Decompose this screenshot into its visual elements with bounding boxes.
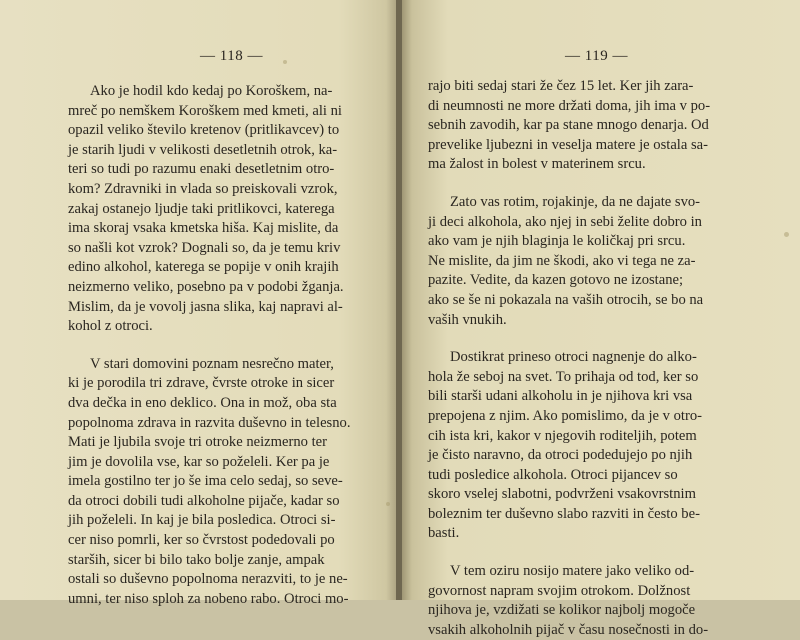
paragraph	[428, 348, 746, 544]
paragraph	[68, 82, 376, 337]
text-line: di neumnosti ne more držati doma, jih ima v po-	[428, 97, 711, 114]
text-line: vaših vnukih.	[428, 311, 507, 328]
text-line: teri so tudi po razumu enaki desetletnim otro-	[68, 161, 335, 178]
left-page	[0, 0, 398, 607]
paragraph-gap	[428, 330, 746, 348]
text-line: cer niso pomrli, ker so čvrstost podedovali po	[68, 532, 335, 549]
text-line: boleznim ter duševno slabo razviti in često be-	[428, 505, 700, 522]
text-line: zakaj ostanejo ljudje taki pritlikovci, katerega	[68, 200, 335, 217]
text-line: so našli kot vzrok? Dognali so, da je temu kriv	[68, 239, 341, 256]
ink-spot	[283, 60, 287, 64]
text-line: ako se še ni pokazala na vaših otrocih, se bo na	[428, 291, 704, 308]
text-line: ma žalost in bolest v materinem srcu.	[428, 156, 646, 173]
paragraph-gap	[68, 337, 376, 355]
text-line: imela gostilno ter jo še ima celo sedaj, so seve-	[68, 473, 343, 490]
paragraph	[428, 193, 746, 330]
text-line: je čisto naravno, da otroci podedujejo po njih	[428, 447, 693, 464]
text-line: umni, ter niso sploh za nobeno rabo. Otroci mo-	[68, 590, 349, 607]
paragraph	[428, 77, 746, 175]
text-line: V tem oziru nosijo matere jako veliko od-	[450, 563, 695, 580]
text-line: starših, sicer bi bilo tako bolje zanje, ampak	[68, 551, 325, 568]
text-line: govornost napram svojim otrokom. Dolžnost	[428, 582, 691, 599]
right-page	[400, 0, 800, 638]
paragraph	[428, 562, 746, 640]
paragraph-gap	[428, 544, 746, 562]
ink-spot	[784, 232, 789, 237]
text-line: njihova je, vzdižati se kolikor najbolj mogoče	[428, 602, 696, 619]
text-line: ostali so duševno popolnoma nerazviti, to je ne-	[68, 571, 348, 588]
page-number: — 119 —	[565, 48, 628, 64]
text-line: ako vam je njih blaginja le količkaj pri srcu.	[428, 233, 686, 250]
text-line: Ne mislite, da jim ne škodi, ako vi tega ne za-	[428, 252, 696, 269]
text-line: opazil veliko število kretenov (pritlikavcev) to	[68, 122, 340, 139]
book-gutter	[396, 0, 402, 600]
text-line: skoro vselej slabotni, podvrženi vsakovrstnim	[428, 486, 696, 503]
page-text	[68, 82, 376, 609]
text-line: rajo biti sedaj stari že čez 15 let. Ker jih zara-	[428, 78, 694, 94]
text-line: Mislim, da je vovolj jasna slika, kaj napravi al-	[68, 298, 343, 315]
page-number: — 118 —	[200, 48, 263, 64]
text-line: Ako je hodil kdo kedaj po Koroškem, na-	[90, 83, 333, 99]
text-line: kohol z otroci.	[68, 318, 153, 335]
text-line: Zato vas rotim, rojakinje, da ne dajate svo-	[450, 193, 701, 210]
text-line: Mati je ljubila svoje tri otroke neizmerno ter	[68, 434, 327, 451]
text-line: pazite. Vedite, da kazen gotovo ne izostane;	[428, 272, 684, 289]
text-line: ima skoraj vsaka kmetska hiša. Kaj mislite, da	[68, 220, 339, 237]
text-line: prepojena z njim. Ako pomislimo, da je v otro-	[428, 407, 702, 424]
text-line: Dostikrat prineso otroci nagnenje do alko-	[450, 349, 697, 366]
text-line: cih ista kri, kakor v njegovih roditeljih, potem	[428, 427, 697, 444]
paragraph	[68, 355, 376, 610]
text-line: ki je porodila tri zdrave, čvrste otroke in sicer	[68, 375, 335, 392]
text-line: edino alkohol, katerega se popije v onih krajih	[68, 259, 339, 276]
text-line: je starih ljudi v velikosti desetletnih otrok, ka-	[68, 141, 338, 158]
text-line: dva dečka in eno deklico. Ona in mož, oba sta	[68, 394, 337, 411]
text-line: basti.	[428, 525, 460, 542]
text-line: vsakih alkoholnih pijač v času nosečnosti in do-	[428, 621, 709, 638]
text-line: neizmerno veliko, posebno pa v podobi žganja.	[68, 278, 344, 295]
ink-spot	[386, 502, 390, 506]
text-line: tudi posledice alkohola. Otroci pijancev so	[428, 466, 678, 483]
text-line: mreč po nemškem Koroškem med kmeti, ali ni	[68, 102, 342, 119]
text-line: bili starši udani alkoholu in je njihova kri vsa	[428, 388, 693, 405]
text-line: hola že seboj na svet. To prihaja od tod, ker so	[428, 368, 699, 385]
text-line: da otroci dobili tudi alkoholne pijače, kadar so	[68, 492, 340, 509]
text-line: jih poželeli. In kaj je bila posledica. Otroci si-	[68, 512, 336, 529]
text-line: sebnih zavodih, kar pa stane mnogo denarja. Od	[428, 117, 709, 134]
text-line: prevelike ljubezni in veselja matere je ostala sa-	[428, 136, 708, 153]
text-line: ji deci alkohola, ako njej in sebi želite dobro in	[428, 213, 702, 230]
paragraph-gap	[428, 175, 746, 193]
text-line: kom? Zdravniki in vlada so preiskovali vzrok,	[68, 180, 338, 197]
page-text	[428, 77, 746, 640]
text-line: popolnoma zdrava in razvita duševno in telesno.	[68, 414, 351, 431]
text-line: V stari domovini poznam nesrečno mater,	[90, 355, 334, 372]
text-line: jim je dovolila vse, kar so poželeli. Ker pa je	[68, 453, 330, 470]
